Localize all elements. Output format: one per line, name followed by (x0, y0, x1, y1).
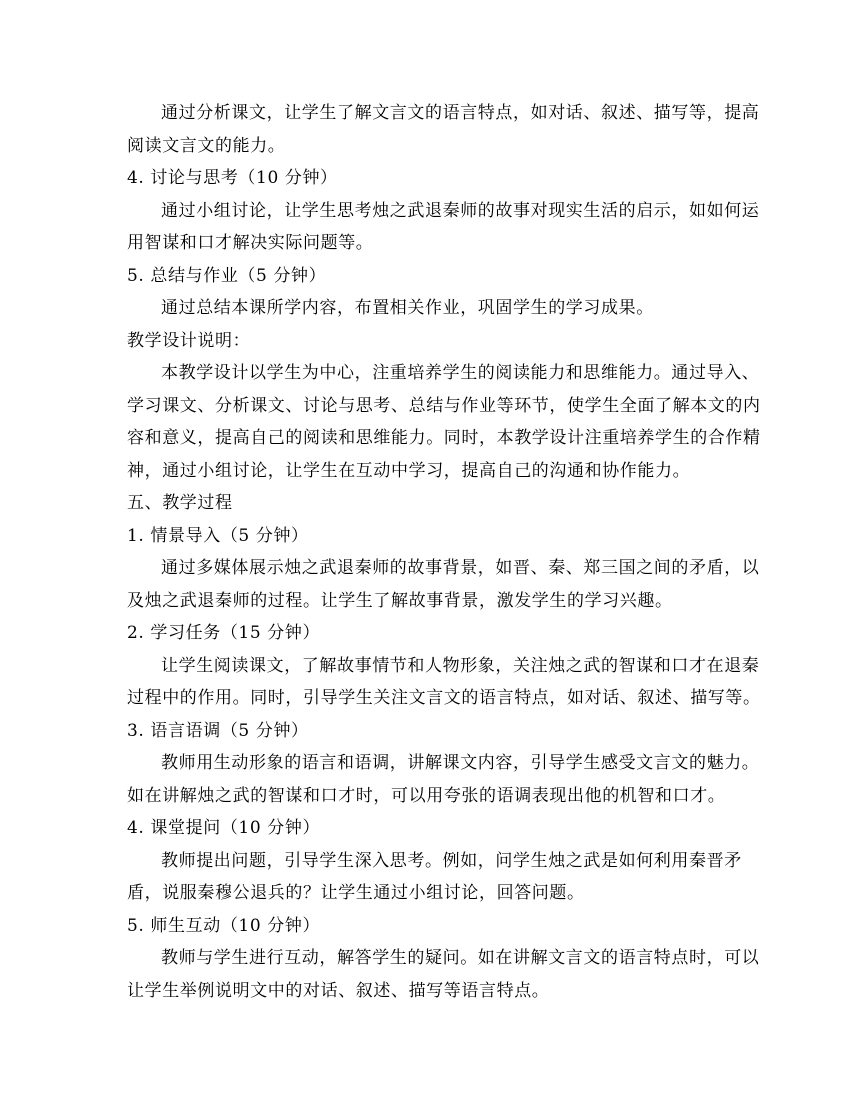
text-line: 本教学设计以学生为中心，注重培养学生的阅读能力和思维能力。通过导入、 (161, 363, 760, 383)
text-line: 盾，说服秦穆公退兵的？让学生通过小组讨论，回答问题。 (127, 883, 585, 903)
text-line: 通过分析课文，让学生了解文言文的语言特点，如对话、叙述、描写等，提高 (161, 103, 760, 123)
text-line: 通过总结本课所学内容，布置相关作业，巩固学生的学习成果。 (161, 298, 654, 318)
text-line: 1. 情景导入（5 分钟） (127, 525, 309, 546)
text-line: 阅读文言文的能力。 (127, 135, 286, 156)
text-line: 通过小组讨论，让学生思考烛之武退秦师的故事对现实生活的启示，如如何运 (161, 200, 760, 221)
text-line: 用智谋和口才解决实际问题等。 (127, 233, 374, 253)
text-line: 过程中的作用。同时，引导学生关注文言文的语言特点，如对话、叙述、描写等。 (127, 688, 761, 708)
text-line: 4. 讨论与思考（10 分钟） (127, 168, 338, 188)
text-line: 教师提出问题，引导学生深入思考。例如，问学生烛之武是如何利用秦晋矛 (161, 850, 742, 871)
text-line: 容和意义，提高自己的阅读和思维能力。同时，本教学设计注重培养学生的合作精 (127, 428, 761, 448)
text-line: 学习课文、分析课文、讨论与思考、总结与作业等环节，使学生全面了解本文的内 (127, 395, 761, 416)
text-line: 五、教学过程 (127, 493, 233, 513)
text-line: 3. 语言语调（5 分钟） (127, 720, 309, 741)
text-line: 4. 课堂提问（10 分钟） (127, 818, 321, 838)
text-line: 通过多媒体展示烛之武退秦师的故事背景，如晋、秦、郑三国之间的矛盾，以 (161, 558, 760, 578)
text-line: 教师与学生进行互动，解答学生的疑问。如在讲解文言文的语言特点时，可以 (161, 948, 760, 968)
text-line: 5. 师生互动（10 分钟） (127, 915, 321, 936)
text-line: 如在讲解烛之武的智谋和口才时，可以用夸张的语调表现出他的机智和口才。 (127, 785, 726, 806)
text-line: 让学生举例说明文中的对话、叙述、描写等语言特点。 (127, 980, 550, 1001)
text-line: 2. 学习任务（15 分钟） (127, 623, 321, 643)
text-line: 教学设计说明： (127, 330, 251, 351)
text-line: 及烛之武退秦师的过程。让学生了解故事背景，激发学生的学习兴趣。 (127, 590, 673, 611)
text-line: 神，通过小组讨论，让学生在互动中学习，提高自己的沟通和协作能力。 (127, 460, 691, 481)
document-body (127, 97, 761, 1007)
text-line: 让学生阅读课文，了解故事情节和人物形象，关注烛之武的智谋和口才在退秦 (161, 655, 760, 676)
text-line: 5. 总结与作业（5 分钟） (127, 265, 327, 286)
text-line: 教师用生动形象的语言和语调，讲解课文内容，引导学生感受文言文的魅力。 (161, 753, 760, 773)
